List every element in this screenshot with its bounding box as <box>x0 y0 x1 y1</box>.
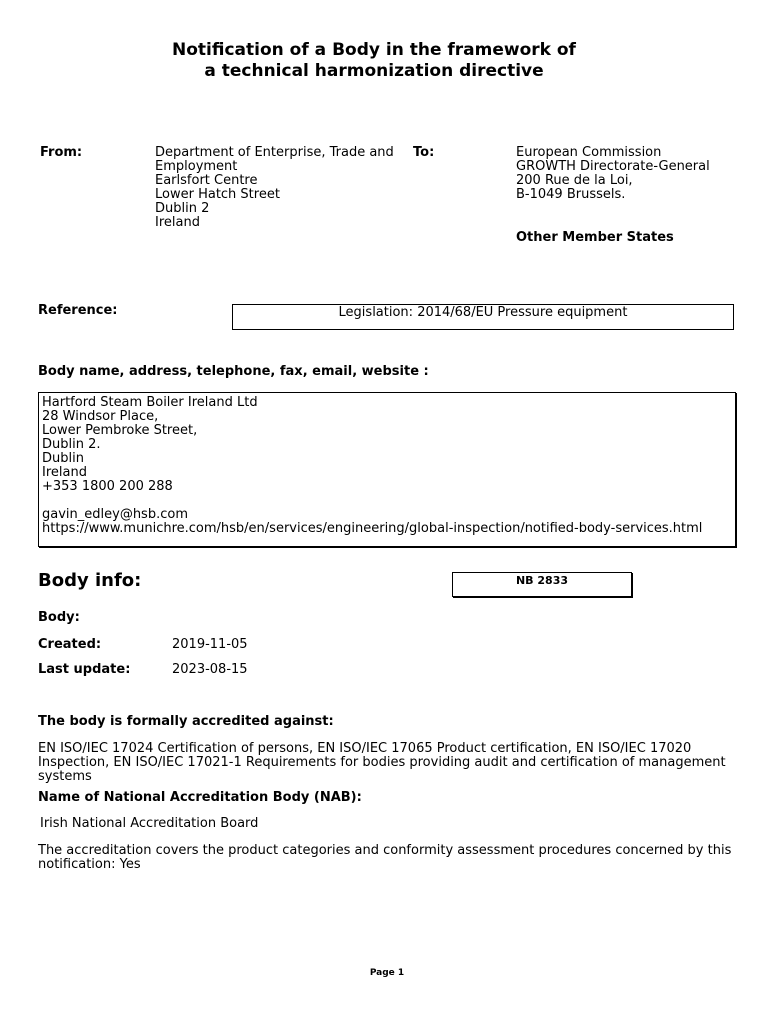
accreditation-standards <box>38 742 738 784</box>
nb-number: NB 2833 <box>515 574 569 587</box>
from-line: Department of Enterprise, Trade and <box>155 145 394 160</box>
to-address <box>516 146 710 202</box>
body-contact-label: Body name, address, telephone, fax, email, website : <box>38 364 429 379</box>
to-label: To: <box>413 145 435 160</box>
accreditation-line: Inspection, EN ISO/IEC 17021-1 Requirements for bodies providing audit and certification of management <box>38 755 726 770</box>
other-member-states: Other Member States <box>516 230 674 245</box>
to-line: B-1049 Brussels. <box>516 187 626 202</box>
accreditation-label: The body is formally accredited against: <box>38 714 334 729</box>
body-label: Body: <box>38 610 80 625</box>
from-address <box>155 146 394 230</box>
from-line: Dublin 2 <box>155 201 210 216</box>
body-contact-spacer <box>42 494 735 508</box>
coverage-line: The accreditation covers the product categories and conformity assessment procedures concerned by this <box>38 843 732 858</box>
from-line: Ireland <box>155 215 200 230</box>
reference-value: Legislation: 2014/68/EU Pressure equipment <box>338 305 628 320</box>
to-line: European Commission <box>516 145 662 160</box>
nab-value: Irish National Accreditation Board <box>40 816 259 831</box>
body-contact-box <box>38 392 736 547</box>
from-line: Earlsfort Centre <box>155 173 258 188</box>
from-line: Employment <box>155 159 238 174</box>
body-info-heading: Body info: <box>38 570 142 591</box>
body-contact-line: Dublin 2. <box>42 437 101 452</box>
accreditation-line: EN ISO/IEC 17024 Certification of persons, EN ISO/IEC 17065 Product certification, EN ISO/IEC 17020 <box>38 741 692 756</box>
reference-value-box <box>232 304 734 330</box>
last-update-value: 2023-08-15 <box>172 662 248 677</box>
page-title <box>0 40 748 82</box>
created-value: 2019-11-05 <box>172 637 248 652</box>
body-contact-line: Dublin <box>42 451 84 466</box>
reference-label: Reference: <box>38 303 118 318</box>
accreditation-line: systems <box>38 769 92 784</box>
body-contact-line: +353 1800 200 288 <box>42 479 173 494</box>
to-line: GROWTH Directorate-General <box>516 159 710 174</box>
created-label: Created: <box>38 637 102 652</box>
from-label: From: <box>40 145 83 160</box>
body-contact-line: Ireland <box>42 465 87 480</box>
body-contact-line: Hartford Steam Boiler Ireland Ltd <box>42 395 258 410</box>
page-number: Page 1 <box>369 968 405 978</box>
coverage-line: notification: Yes <box>38 857 141 872</box>
to-line: 200 Rue de la Loi, <box>516 173 633 188</box>
body-contact-website: https://www.munichre.com/hsb/en/services/engineering/global-inspection/notified-body-services.html <box>42 521 703 536</box>
title-line-2: a technical harmonization directive <box>204 61 544 81</box>
nab-label: Name of National Accreditation Body (NAB): <box>38 790 362 805</box>
nb-number-box <box>452 572 632 597</box>
accreditation-coverage <box>38 844 738 872</box>
body-contact-email: gavin_edley@hsb.com <box>42 507 188 522</box>
title-line-1: Notification of a Body in the framework of <box>172 40 576 60</box>
body-contact-line: 28 Windsor Place, <box>42 409 159 424</box>
last-update-label: Last update: <box>38 662 131 677</box>
body-contact-line: Lower Pembroke Street, <box>42 423 198 438</box>
from-line: Lower Hatch Street <box>155 187 280 202</box>
